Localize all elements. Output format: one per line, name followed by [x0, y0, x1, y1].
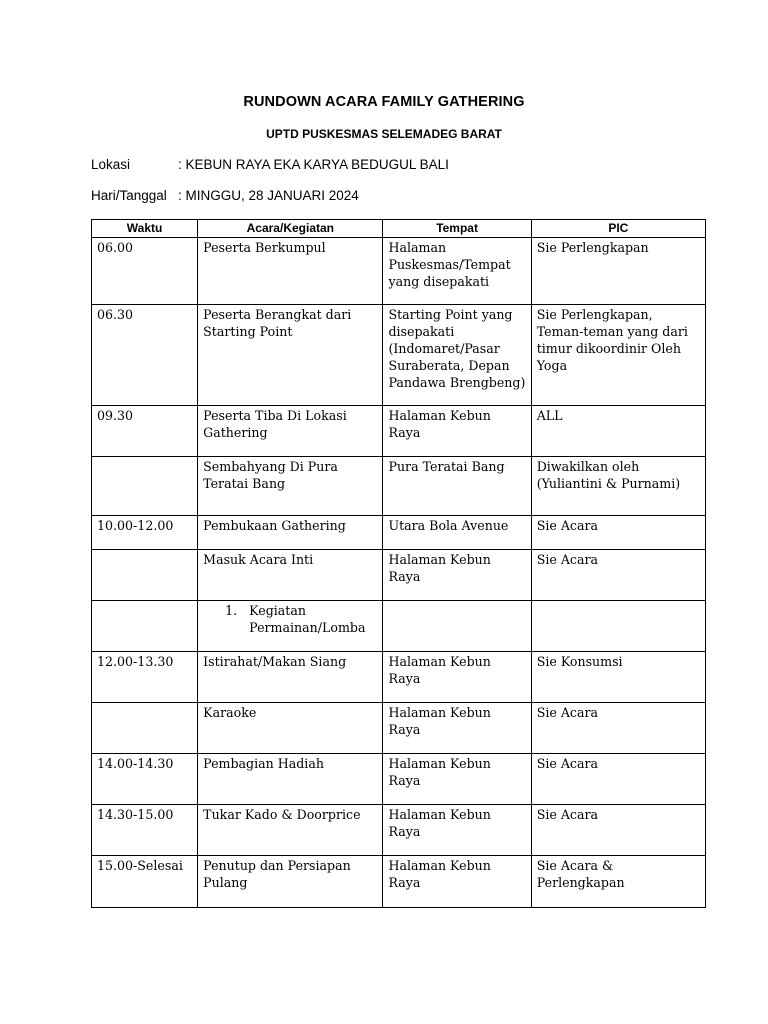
- cell-waktu: 06.00: [92, 238, 198, 305]
- table-header-row: [92, 220, 706, 238]
- table-row: [92, 703, 706, 754]
- cell-pic: Sie Acara: [531, 516, 705, 550]
- cell-waktu: [92, 703, 198, 754]
- document-title: RUNDOWN ACARA FAMILY GATHERING: [243, 94, 525, 110]
- cell-tempat: Halaman Kebun Raya: [383, 652, 531, 703]
- cell-tempat: Halaman Kebun Raya: [383, 754, 531, 805]
- cell-pic: Sie Acara: [531, 805, 705, 856]
- cell-waktu: [92, 550, 198, 601]
- header-waktu: Waktu: [92, 220, 198, 238]
- cell-acara: Pembagian Hadiah: [198, 754, 383, 805]
- cell-acara: Peserta Berkumpul: [198, 238, 383, 305]
- cell-waktu: 12.00-13.30: [92, 652, 198, 703]
- cell-acara: Peserta Berangkat dari Starting Point: [198, 305, 383, 406]
- cell-pic: Sie Acara: [531, 754, 705, 805]
- cell-acara: Sembahyang Di Pura Teratai Bang: [198, 457, 383, 516]
- cell-tempat: Starting Point yang disepakati (Indomaret/Pasar Suraberata, Depan Pandawa Brengbeng): [383, 305, 531, 406]
- cell-pic: Sie Acara: [531, 550, 705, 601]
- meta-tanggal-label: Hari/Tanggal: [91, 188, 167, 203]
- table-row: [92, 652, 706, 703]
- cell-tempat: [383, 601, 531, 652]
- list-number: 1.: [225, 603, 238, 618]
- cell-tempat: Halaman Kebun Raya: [383, 703, 531, 754]
- rundown-table: [91, 219, 706, 908]
- document-subtitle: UPTD PUSKESMAS SELEMADEG BARAT: [266, 127, 502, 141]
- cell-waktu: 09.30: [92, 406, 198, 457]
- meta-lokasi: [91, 157, 449, 172]
- cell-pic: ALL: [531, 406, 705, 457]
- cell-acara: Penutup dan Persiapan Pulang: [198, 856, 383, 908]
- cell-tempat: Halaman Kebun Raya: [383, 856, 531, 908]
- cell-pic: Sie Perlengkapan: [531, 238, 705, 305]
- list-item-text: Kegiatan Permainan/Lomba: [249, 603, 366, 635]
- cell-pic: Sie Konsumsi: [531, 652, 705, 703]
- table-row: [92, 305, 706, 406]
- numbered-list-item: [203, 602, 377, 636]
- table-row: [92, 406, 706, 457]
- cell-waktu: 06.30: [92, 305, 198, 406]
- cell-tempat: Pura Teratai Bang: [383, 457, 531, 516]
- cell-tempat: Halaman Puskesmas/Tempat yang disepakati: [383, 238, 531, 305]
- meta-lokasi-label: Lokasi: [91, 157, 131, 172]
- cell-acara: Masuk Acara Inti: [198, 550, 383, 601]
- cell-waktu: 14.00-14.30: [92, 754, 198, 805]
- cell-waktu: 15.00-Selesai: [92, 856, 198, 908]
- cell-waktu: 10.00-12.00: [92, 516, 198, 550]
- meta-lokasi-value: : KEBUN RAYA EKA KARYA BEDUGUL BALI: [178, 157, 449, 172]
- meta-tanggal-value: : MINGGU, 28 JANUARI 2024: [178, 188, 359, 203]
- table-row: [92, 805, 706, 856]
- table-row: [92, 238, 706, 305]
- table-row: [92, 754, 706, 805]
- cell-waktu: [92, 601, 198, 652]
- table-row: [92, 516, 706, 550]
- cell-waktu: 14.30-15.00: [92, 805, 198, 856]
- table-row: [92, 856, 706, 908]
- cell-tempat: Halaman Kebun Raya: [383, 550, 531, 601]
- cell-tempat: Utara Bola Avenue: [383, 516, 531, 550]
- cell-acara: Tukar Kado & Doorprice: [198, 805, 383, 856]
- table-row: [92, 457, 706, 516]
- cell-waktu: [92, 457, 198, 516]
- cell-pic: Sie Perlengkapan, Teman-teman yang dari timur dikoordinir Oleh Yoga: [531, 305, 705, 406]
- header-acara: Acara/Kegiatan: [198, 220, 383, 238]
- cell-pic: Diwakilkan oleh (Yuliantini & Purnami): [531, 457, 705, 516]
- cell-tempat: Halaman Kebun Raya: [383, 406, 531, 457]
- cell-acara: Peserta Tiba Di Lokasi Gathering: [198, 406, 383, 457]
- cell-pic: [531, 601, 705, 652]
- meta-tanggal: [91, 188, 359, 203]
- cell-acara: [198, 601, 383, 652]
- cell-acara: Istirahat/Makan Siang: [198, 652, 383, 703]
- header-pic: PIC: [531, 220, 705, 238]
- header-tempat: Tempat: [383, 220, 531, 238]
- cell-acara: Karaoke: [198, 703, 383, 754]
- cell-pic: Sie Acara: [531, 703, 705, 754]
- cell-tempat: Halaman Kebun Raya: [383, 805, 531, 856]
- cell-acara: Pembukaan Gathering: [198, 516, 383, 550]
- table-row: [92, 550, 706, 601]
- cell-pic: Sie Acara & Perlengkapan: [531, 856, 705, 908]
- table-row: [92, 601, 706, 652]
